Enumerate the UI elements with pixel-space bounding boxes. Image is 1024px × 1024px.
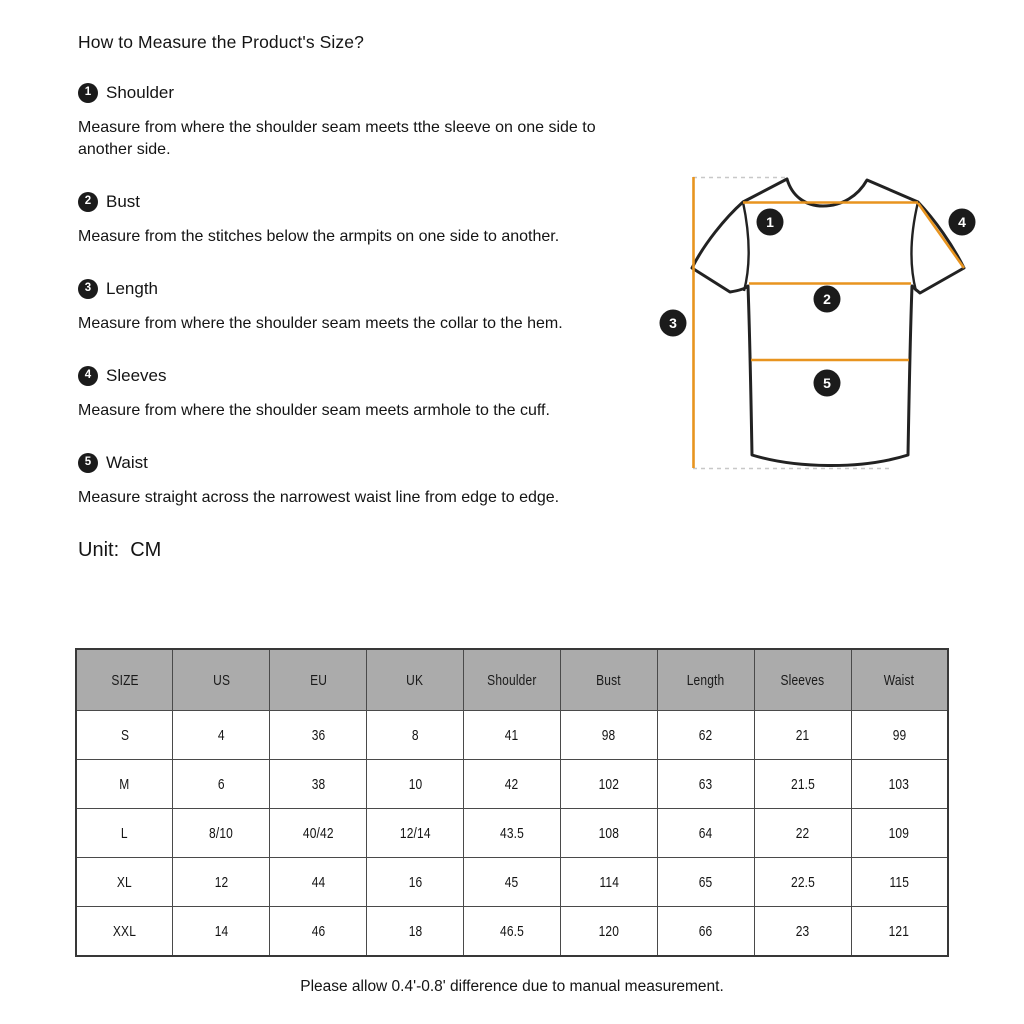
size-table-cell: 43.5 [464, 809, 561, 858]
size-table-cell: 36 [270, 711, 367, 760]
size-table-cell: M [76, 760, 173, 809]
size-table-row [76, 760, 948, 809]
step-heading [78, 191, 602, 213]
step-heading [78, 82, 602, 104]
size-table-cell: 8/10 [173, 809, 270, 858]
size-table-column-header: US [173, 649, 270, 711]
step-description: Measure straight across the narrowest waist line from edge to edge. [78, 489, 560, 506]
step-number-badge: 5 [78, 453, 98, 473]
marker-number: 4 [958, 214, 966, 230]
size-table-cell: 45 [464, 858, 561, 907]
size-table-cell: S [76, 711, 173, 760]
diagram-marker-length [660, 310, 687, 337]
step-label: Length [106, 279, 158, 298]
size-table-cell: 18 [367, 907, 464, 957]
size-table-cell: 14 [173, 907, 270, 957]
size-table-cell: L [76, 809, 173, 858]
measure-step-bust [78, 191, 602, 248]
step-number-badge: 3 [78, 279, 98, 299]
size-table-row [76, 907, 948, 957]
size-table-cell: 4 [173, 711, 270, 760]
measure-step-sleeves [78, 365, 602, 422]
measure-step-length [78, 278, 602, 335]
tshirt-outline [692, 179, 964, 466]
size-table-cell: 64 [657, 809, 754, 858]
step-label: Sleeves [106, 366, 167, 385]
size-table-row [76, 809, 948, 858]
size-table-cell: 44 [270, 858, 367, 907]
size-table-cell: 65 [657, 858, 754, 907]
size-table-cell: 21 [754, 711, 851, 760]
size-table-cell: 98 [560, 711, 657, 760]
size-table-column-header: Sleeves [754, 649, 851, 711]
step-description: Measure from where the shoulder seam meets tthe sleeve on one side to another side. [78, 119, 596, 158]
size-table-body [76, 711, 948, 957]
size-table-cell: 12/14 [367, 809, 464, 858]
size-table-column-header: Shoulder [464, 649, 561, 711]
size-table-cell: 99 [851, 711, 948, 760]
size-table-cell: 38 [270, 760, 367, 809]
marker-number: 3 [669, 315, 677, 331]
size-table-cell: 22.5 [754, 858, 851, 907]
step-number-badge: 2 [78, 192, 98, 212]
size-table-section [75, 648, 949, 957]
step-heading [78, 278, 602, 300]
step-heading [78, 452, 602, 474]
size-table-cell: 62 [657, 711, 754, 760]
size-table [75, 648, 949, 957]
step-description: Measure from where the shoulder seam meets the collar to the hem. [78, 315, 563, 332]
step-description: Measure from where the shoulder seam meets armhole to the cuff. [78, 402, 550, 419]
page-title: How to Measure the Product's Size? [78, 32, 364, 52]
marker-number: 1 [766, 214, 774, 230]
size-table-column-header: UK [367, 649, 464, 711]
measure-steps [78, 82, 602, 509]
step-label: Waist [106, 453, 148, 472]
size-table-cell: 21.5 [754, 760, 851, 809]
unit-label: Unit: CM [78, 539, 162, 561]
size-table-cell: 103 [851, 760, 948, 809]
size-table-row [76, 711, 948, 760]
diagram-marker-bust [814, 286, 841, 313]
size-table-cell: 46.5 [464, 907, 561, 957]
step-label: Bust [106, 192, 141, 211]
size-table-cell: 16 [367, 858, 464, 907]
marker-number: 5 [823, 375, 831, 391]
size-table-cell: 109 [851, 809, 948, 858]
size-table-column-header: EU [270, 649, 367, 711]
size-table-cell: XXL [76, 907, 173, 957]
size-table-row [76, 858, 948, 907]
size-table-cell: 46 [270, 907, 367, 957]
size-table-cell: 102 [560, 760, 657, 809]
tshirt-diagram-svg [630, 150, 1024, 500]
size-table-cell: 6 [173, 760, 270, 809]
size-table-cell: 121 [851, 907, 948, 957]
step-number-badge: 4 [78, 366, 98, 386]
size-table-cell: 40/42 [270, 809, 367, 858]
size-table-cell: 120 [560, 907, 657, 957]
footer-note: Please allow 0.4'-0.8' difference due to manual measurement. [300, 978, 724, 995]
size-table-column-header: SIZE [76, 649, 173, 711]
step-description: Measure from the stitches below the armpits on one side to another. [78, 228, 560, 245]
size-table-column-header: Waist [851, 649, 948, 711]
size-table-cell: 114 [560, 858, 657, 907]
size-table-cell: 22 [754, 809, 851, 858]
marker-number: 2 [823, 291, 831, 307]
step-number-badge: 1 [78, 83, 98, 103]
size-table-cell: 12 [173, 858, 270, 907]
step-label: Shoulder [106, 83, 175, 102]
size-table-cell: 41 [464, 711, 561, 760]
size-table-cell: 115 [851, 858, 948, 907]
measure-step-shoulder [78, 82, 602, 161]
size-table-cell: 42 [464, 760, 561, 809]
measure-step-waist [78, 452, 602, 509]
size-table-cell: 66 [657, 907, 754, 957]
size-table-cell: 10 [367, 760, 464, 809]
size-table-header [76, 649, 948, 711]
step-heading [78, 365, 602, 387]
size-table-cell: XL [76, 858, 173, 907]
instructions-column [78, 32, 602, 562]
diagram-marker-shoulder [757, 209, 784, 236]
size-table-column-header: Length [657, 649, 754, 711]
size-table-cell: 63 [657, 760, 754, 809]
diagram-marker-waist [814, 370, 841, 397]
size-table-cell: 8 [367, 711, 464, 760]
size-table-cell: 23 [754, 907, 851, 957]
size-table-cell: 108 [560, 809, 657, 858]
diagram-marker-sleeves [949, 209, 976, 236]
tshirt-diagram [630, 150, 1024, 500]
size-table-column-header: Bust [560, 649, 657, 711]
